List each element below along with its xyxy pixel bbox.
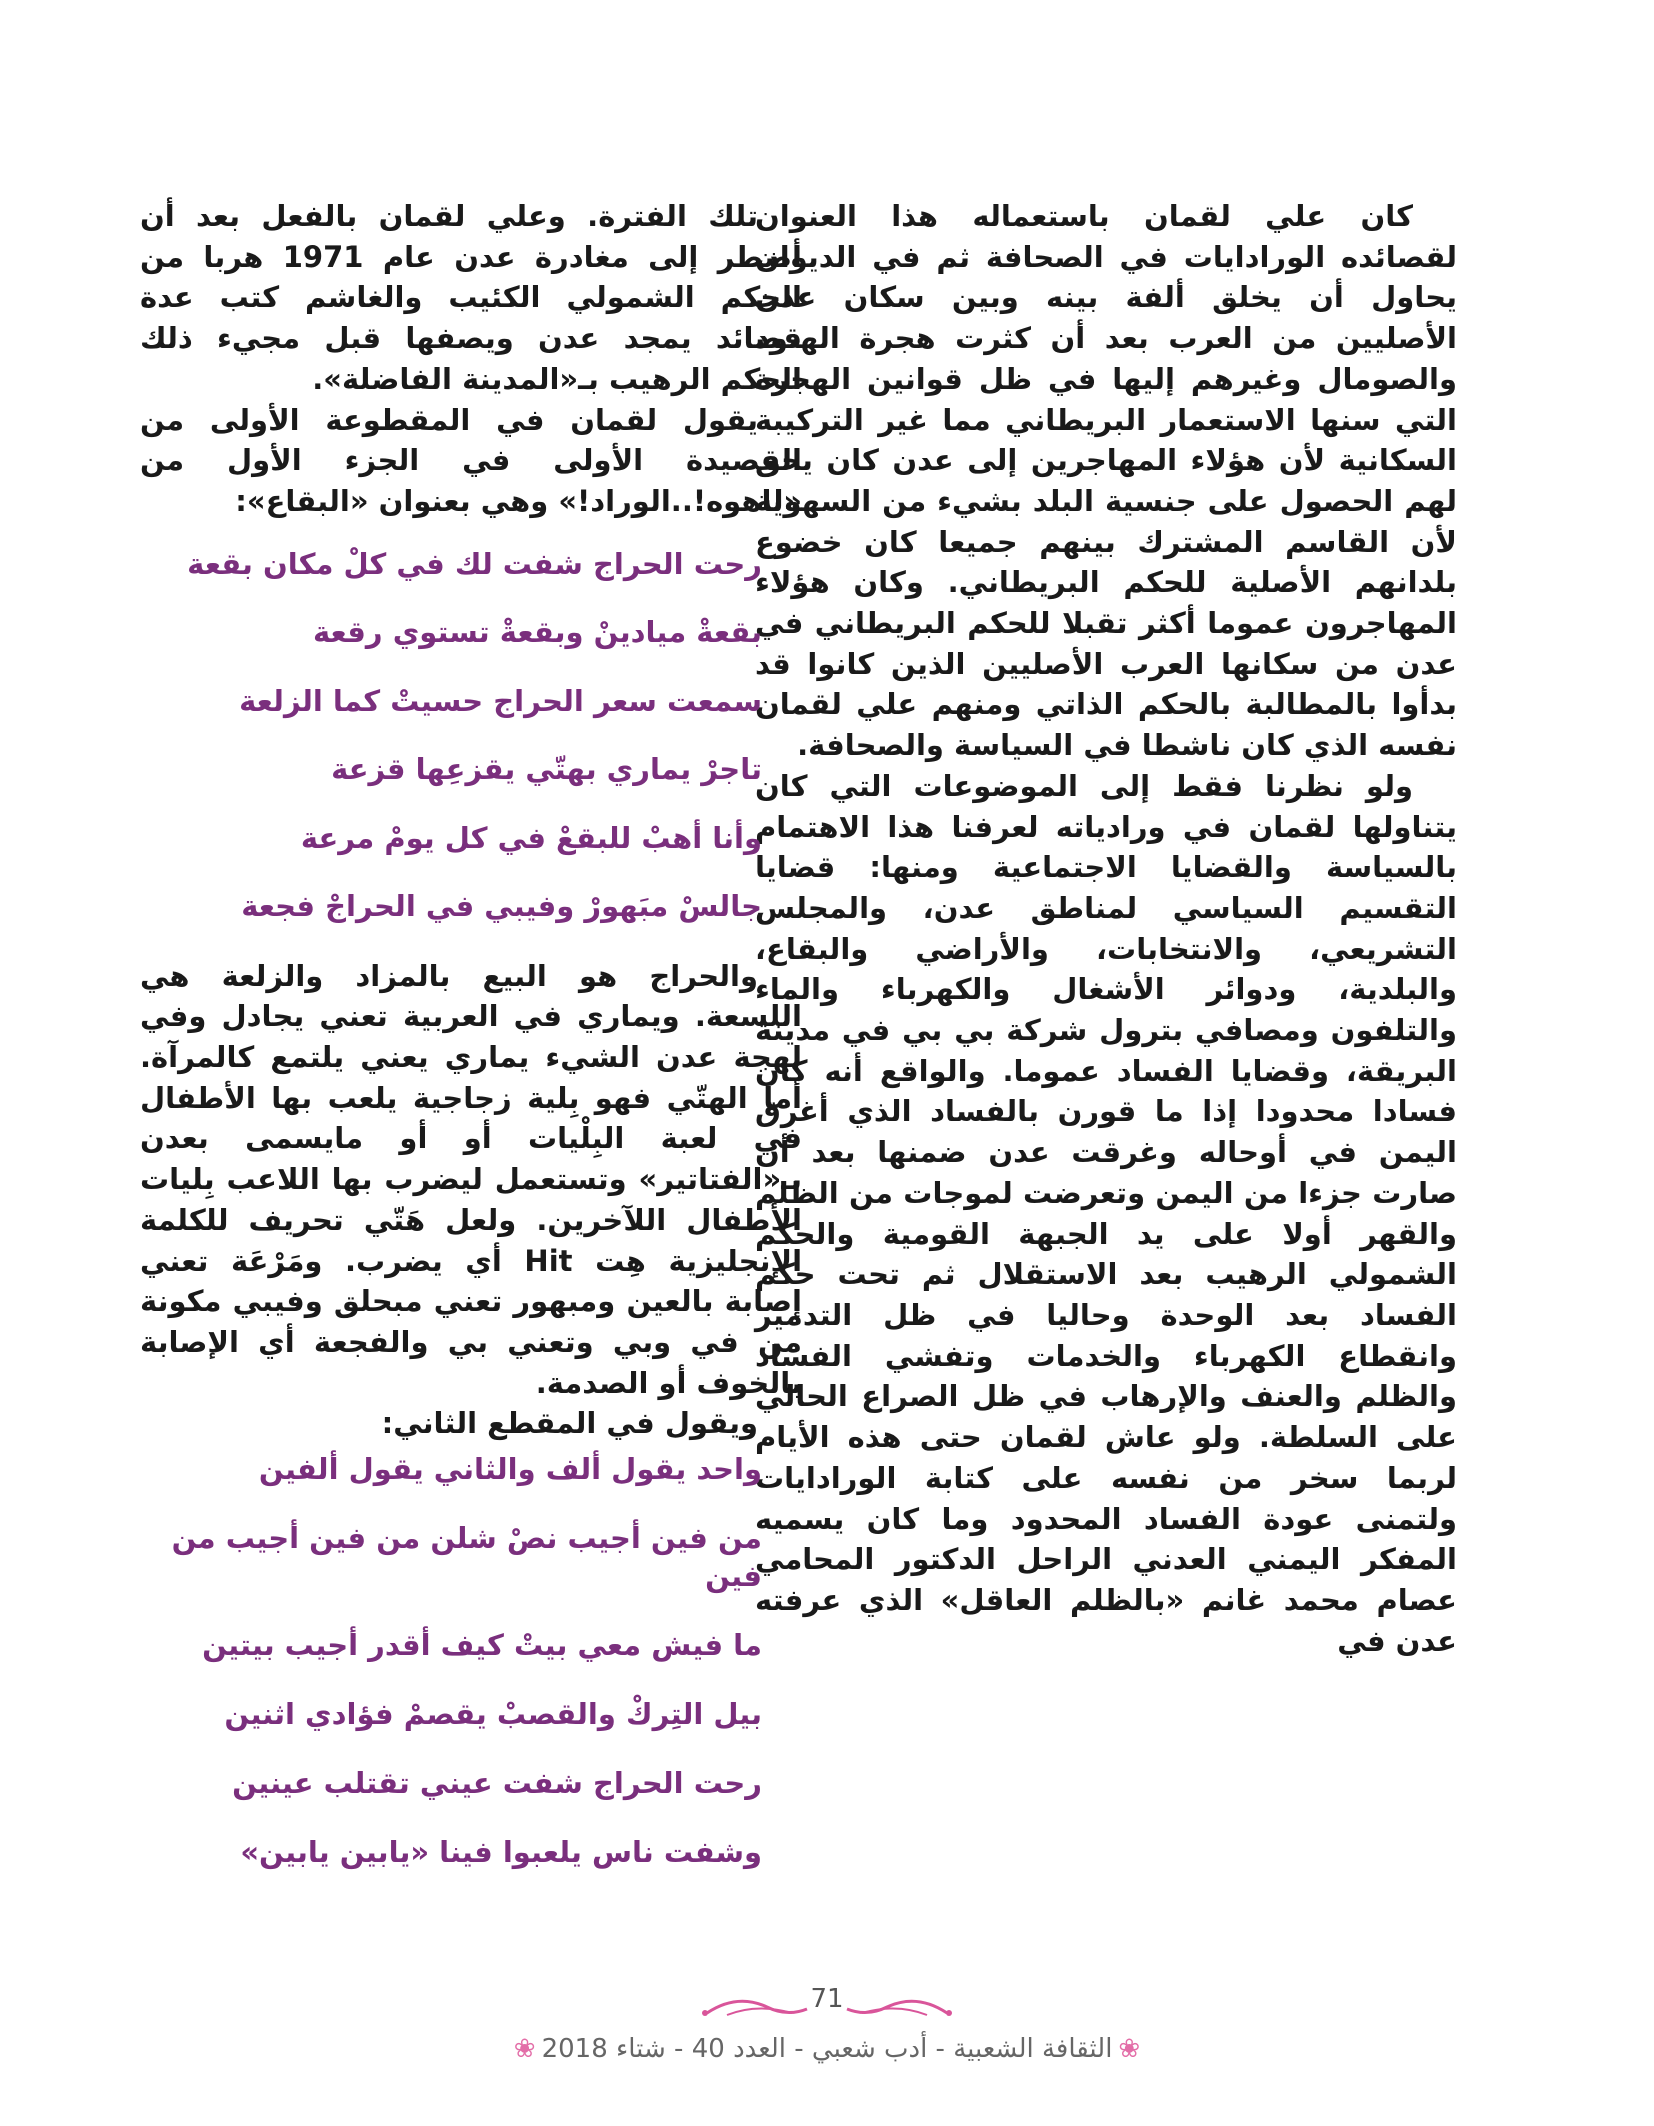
- flower-icon: ❀: [513, 2034, 536, 2064]
- journal-footer-line: [0, 2034, 1654, 2064]
- right-column: [755, 196, 1457, 1661]
- paragraph: كان علي لقمان باستعماله هذا العنوان لقصائده الورادايات في الصحافة ثم في الديوان يحاول أن يخلق ألفة بينه وبين سكان عدن الأصليين من العرب بعد أن كثرت هجرة الهنود والصومال وغيرهم إليها في ظل قوانين الهجرة التي سنها الاستعمار البريطاني مما غير التركيبة السكانية لأن هؤلاء المهاجرين إلى عدن كان يحق لهم الحصول على جنسية البلد بشيء من السهولة لأن القاسم المشترك بينهم جميعا كان خضوع بلدانهم الأصلية للحكم البريطاني. وكان هؤلاء المهاجرون عموما أكثر تقبلا للحكم البريطاني في عدن من سكانها العرب الأصليين الذين كانوا قد بدأوا بالمطالبة بالحكم الذاتي ومنهم علي لقمان نفسه الذي كان ناشطا في السياسة والصحافة.: [755, 199, 1457, 763]
- journal-title: الثقافة الشعبية - أدب شعبي - العدد 40 - شتاء 2018: [541, 2034, 1113, 2064]
- paragraph: ولو نظرنا فقط إلى الموضوعات التي كان يتناولها لقمان في ورادياته لعرفنا هذا الاهتمام بالسياسة والقضايا الاجتماعية ومنها: قضايا التقسيم السياسي لمناطق عدن، والمجلس التشريعي، والانتخابات، والأراضي والبقاع، والبلدية، ودوائر الأشغال والكهرباء والماء والتلفون ومصافي بترول شركة بي بي في مدينة البريقة، وقضايا الفساد عموما. والواقع أنه كان فسادا محدودا إذا ما قورن بالفساد الذي أغرق اليمن في أوحاله وغرقت عدن ضمنها بعد أن صارت جزءا من اليمن وتعرضت لموجات من الظلم والقهر أولا على يد الجبهة القومية والحكم الشمولي الرهيب بعد الاستقلال ثم تحت حكم الفساد بعد الوحدة وحاليا في ظل التدمير وانقطاع الكهرباء والخدمات وتفشي الفساد والظلم والعنف والإرهاب في ظل الصراع الحالي على السلطة. ولو عاش لقمان حتى هذه الأيام لربما سخر من نفسه على كتابة الورادايات ولتمنى عودة الفساد المحدود وما كان يسميه المفكر اليمني العدني الراحل الدكتور المحامي عصام محمد غانم «بالظلم العاقل» الذي عرفته عدن في: [755, 768, 1457, 1658]
- page-number: 71: [810, 1984, 844, 2014]
- verse-line: من فين أجيب نصْ شلن من فين أجيب من فين: [171, 1521, 762, 1594]
- poem-stanza-1: [140, 545, 802, 926]
- verse-line: رحت الحراج شفت لك في كلْ مكان بقعة: [187, 546, 762, 581]
- left-column: [140, 196, 802, 1902]
- verse-line: واحد يقول ألف والثاني يقول ألفين: [258, 1452, 762, 1487]
- verse-line: تاجرْ يماري بهتّي يقزعِها قزعة: [331, 752, 762, 787]
- verse-line: جالسْ مبَهورْ وفيبي في الحراجْ فجعة: [241, 889, 762, 924]
- verse-line: ما فيش معي بيتْ كيف أقدر أجيب بيتين: [202, 1628, 762, 1663]
- paragraph: تلك الفترة. وعلي لقمان بالفعل بعد أن أضطر إلى مغادرة عدن عام 1971 هربا من الحكم الشمولي الكئيب والغاشم كتب عدة قصائد يمجد عدن ويصفها قبل مجيء ذلك الحكم الرهيب بـ«المدينة الفاضلة».: [140, 199, 802, 396]
- verse-line: وشفت ناس يلعبوا فينا «يابين يابين»: [240, 1835, 762, 1870]
- verse-line: سمعت سعر الحراج حسيتْ كما الزلعة: [239, 683, 762, 718]
- verse-line: بيل التِركْ والقصبْ يقصمْ فؤادي اثنين: [224, 1697, 762, 1732]
- paragraph: ويقول في المقطع الثاني:: [381, 1406, 758, 1441]
- paragraph: يقول لقمان في المقطوعة الأولى من القصيدة الأولى في الجزء الأول من «ياهوه!..الوراد!» وهي بعنوان «البقاع»:: [140, 402, 802, 518]
- flower-icon: ❀: [1118, 2034, 1141, 2064]
- verse-line: رحت الحراج شفت عيني تقتلب عينين: [232, 1766, 762, 1801]
- poem-stanza-2: [140, 1450, 802, 1871]
- verse-line: بقعةْ ميادينْ وبقعةْ تستوي رقعة: [312, 615, 762, 650]
- paragraph: والحراج هو البيع بالمزاد والزلعة هي اللسعة. ويماري في العربية تعني يجادل وفي لهجة عدن الشيء يماري يعني يلتمع كالمرآة. أما الهتّي فهو بِلية زجاجية يلعب بها الأطفال في لعبة البِلْيات أو أو مايسمى بعدن بـ«الفتاتير» وتستعمل ليضرب بها اللاعب بِليات الأطفال اللآخرين. ولعل هَتّي تحريف للكلمة الإنجليزية هِت Hit أي يضرب. ومَرْعَة تعني إصابة بالعين ومبهور تعني مبحلق وفيبي مكونة من في وبي وتعني بي والفجعة أي الإصابة بالخوف أو الصدمة.: [140, 958, 803, 1400]
- verse-line: وأنا أهبْ للبقعْ في كل يومْ مرعة: [300, 820, 762, 855]
